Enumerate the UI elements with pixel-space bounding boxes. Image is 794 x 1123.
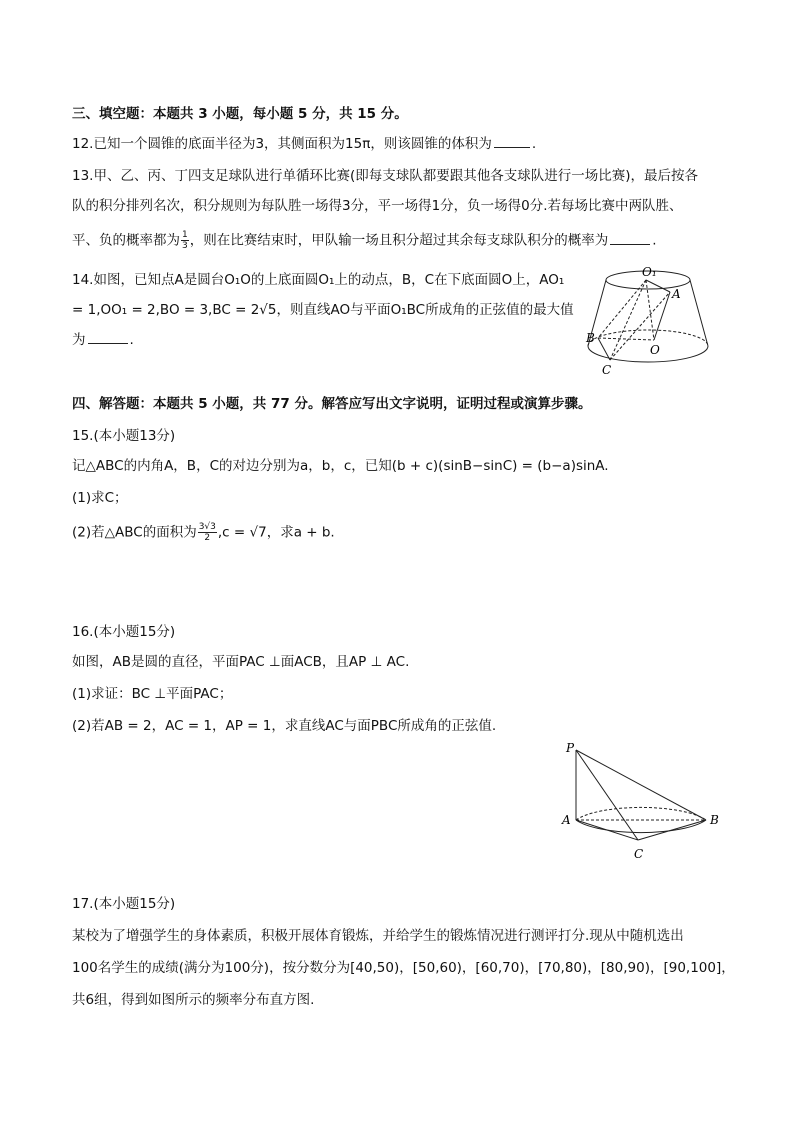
- bottom-ellipse-front: [588, 346, 708, 362]
- q17-line2: 100名学生的成绩(满分为100分)，按分数分为[40,50)，[50,60)，[60,70)，[70,80)，[80,90)，[90,100]，: [72, 960, 735, 976]
- fraction-numerator: 1: [182, 230, 188, 240]
- q12: [72, 134, 536, 154]
- segment-a-c: [576, 820, 638, 840]
- answer-blank: [610, 232, 650, 245]
- fraction-denominator: 2: [204, 533, 211, 543]
- segment-b-c: [638, 820, 706, 840]
- q15-line1: 记△ABC的内角A，B，C的对边分别为a，b，c，已知(b + c)(sinB−sinC) = (b−a)sinA.: [72, 458, 609, 474]
- section3-heading: 三、填空题：本题共 3 小题，每小题 5 分，共 15 分。: [72, 106, 408, 122]
- q16-title: 16.(本小题15分): [72, 624, 176, 640]
- label-a: A: [562, 813, 571, 827]
- circle-figure: [558, 738, 728, 866]
- label-o: O: [650, 343, 660, 357]
- q15-part2: [72, 522, 335, 543]
- q13-line2: 队的积分排列名次，积分规则为每队胜一场得3分，平一场得1分，负一场得0分.若每场比赛中两队胜、: [72, 198, 683, 214]
- q14-line1: 14.如图，已知点A是圆台O₁O的上底面圆O₁上的动点，B，C在下底面圆O上，AO₁: [72, 272, 565, 288]
- label-b: B: [586, 331, 595, 345]
- q17-line1: 某校为了增强学生的身体素质，积极开展体育锻炼，并给学生的锻炼情况进行测评打分.现从中随机选出: [72, 928, 684, 944]
- q15-part2-a: (2)若△ABC的面积为: [72, 524, 197, 541]
- segment-p-b: [576, 750, 706, 820]
- answer-blank: [88, 331, 128, 344]
- segment-o1-c: [610, 280, 646, 360]
- segment-a-o: [654, 292, 670, 340]
- q17-title: 17.(本小题15分): [72, 896, 176, 912]
- q16-part1: (1)求证：BC ⊥平面PAC；: [72, 686, 233, 702]
- q14-line3: [72, 330, 134, 350]
- q13-line3-b: ，则在比赛结束时，甲队输一场且积分超过其余每支球队积分的概率为: [189, 232, 609, 249]
- q15-title: 15.(本小题13分): [72, 428, 176, 444]
- segment-p-c: [576, 750, 638, 840]
- label-o1: O₁: [642, 265, 657, 279]
- fraction: [198, 522, 217, 543]
- fraction-denominator: 3: [182, 241, 188, 251]
- q15-part2-b: ,c = √7，求a + b.: [217, 524, 335, 541]
- q14-end: .: [129, 332, 134, 348]
- q12-end: .: [531, 136, 537, 152]
- q16-line1: 如图，AB是圆的直径，平面PAC ⊥面ACB，且AP ⊥ AC.: [72, 654, 410, 670]
- label-b: B: [710, 813, 719, 827]
- label-c: C: [634, 847, 644, 861]
- label-c: C: [602, 363, 612, 377]
- segment-b-o: [598, 338, 654, 340]
- q16-part2: (2)若AB = 2，AC = 1，AP = 1，求直线AC与面PBC所成角的正弦值.: [72, 718, 497, 734]
- frustum-figure: [582, 262, 722, 380]
- section4-heading: 四、解答题：本题共 5 小题，共 77 分。解答应写出文字说明，证明过程或演算步骤。: [72, 396, 592, 412]
- fraction-numerator: 3√3: [198, 522, 216, 532]
- right-side: [690, 280, 708, 346]
- label-a: A: [672, 287, 681, 301]
- q15-part1: (1)求C；: [72, 490, 128, 506]
- segment-o1-a: [646, 280, 670, 292]
- q13-line3-a: 平、负的概率都为: [72, 232, 180, 249]
- q14-line3-text: 为: [72, 332, 86, 348]
- segment-o1-b: [598, 280, 646, 338]
- q17-line3: 共6组，得到如图所示的频率分布直方图.: [72, 992, 315, 1008]
- q14-line2: = 1,OO₁ = 2,BO = 3,BC = 2√5，则直线AO与平面O₁BC所成角的正弦值的最大值: [72, 302, 574, 318]
- answer-blank: [494, 135, 530, 148]
- segment-c-a: [610, 292, 670, 360]
- label-p: P: [566, 741, 575, 755]
- q13-line1: 13.甲、乙、丙、丁四支足球队进行单循环比赛(即每支球队都要跟其他各支球队进行一场比赛)，最后按各: [72, 168, 699, 184]
- q13-line3: [72, 230, 657, 251]
- q12-text: 12.已知一个圆锥的底面半径为3，其侧面积为15π，则该圆锥的体积为: [72, 136, 492, 152]
- q13-end: .: [652, 232, 657, 249]
- fraction: [181, 230, 189, 251]
